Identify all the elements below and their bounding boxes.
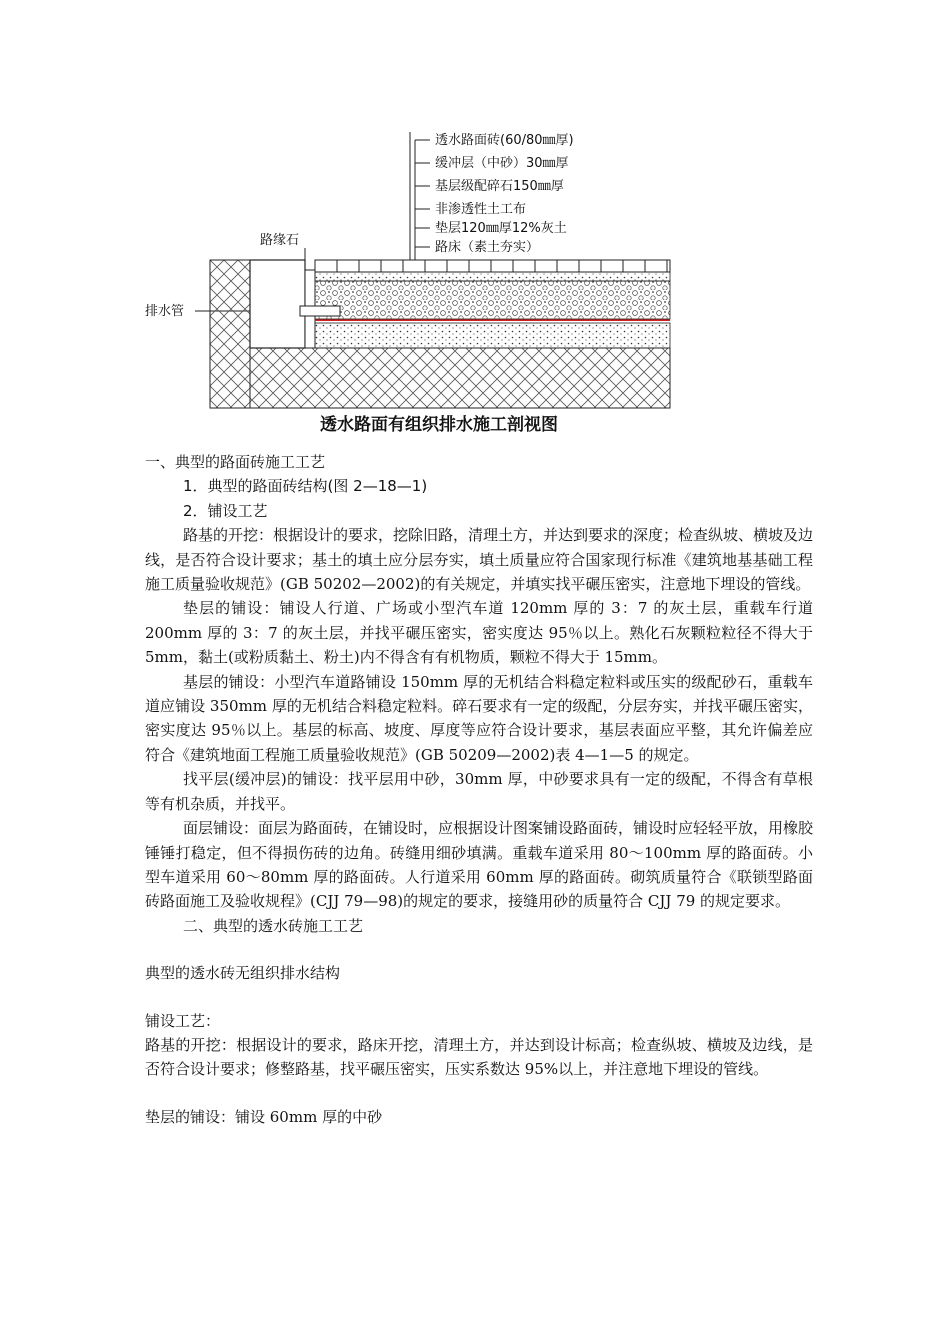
section1-paragraph-cushion: 垫层的铺设：铺设人行道、广场或小型汽车道 120mm 厚的 3：7 的灰土层，重载车行道 200mm 厚的 3：7 的灰土层，并找平碾压密实，密实度达 95％以上。熟化石灰颗粒粒径不得大于 5mm，黏土(或粉质黏土、粉土)内不得含有有机物质，颗粒不得大于 15mm。 <box>145 599 813 667</box>
section2-paragraph-cushion: 垫层的铺设：铺设 60mm 厚的中砂 <box>145 1107 383 1126</box>
paver-brick <box>315 260 337 272</box>
section2-label: 铺设工艺： <box>145 1011 221 1030</box>
curb-label: 路缘石 <box>260 233 300 248</box>
paver-brick <box>645 260 667 272</box>
drain-pipe <box>300 306 340 316</box>
section1-paragraph-subgrade: 路基的开挖：根据设计的要求，挖除旧路，清理土方，并达到要求的深度；检查纵坡、横坡及边线，是否符合设计要求；基土的填土应分层夯实，填土质量应符合国家现行标准《建筑地基基础工程施工质量验收规范》(GB 50202—2002)的有关规定，并填实找平碾压密实，注意地下埋设的管线。 <box>145 526 814 594</box>
lime-soil-layer <box>315 323 670 348</box>
paver-brick <box>359 260 381 272</box>
paver-brick <box>601 260 623 272</box>
section1-item2: 2．铺设工艺 <box>183 501 268 520</box>
paver-brick <box>579 260 601 272</box>
section2-paragraph-subgrade: 路基的开挖：根据设计的要求，路床开挖，清理土方，并达到设计标高；检查纵坡、横坡及边线，是否符合设计要求；修整路基，找平碾压密实，压实系数达 95%以上，并注意地下埋设的管线。 <box>145 1035 813 1079</box>
paver-brick <box>469 260 491 272</box>
section1-paragraph-base: 基层的铺设：小型汽车道路铺设 150mm 厚的无机结合料稳定粒料或压实的级配砂石，重载车道应铺设 350mm 厚的无机结合料稳定粒料。碎石要求有一定的级配，分层夯实，并找平碾压密实，密实度达 95％以上。基层的标高、坡度、厚度等应符合设计要求，基层表面应平整，其允许偏差应符合《建筑地面工程施工质量验收规范》(GB 50209—2002)表 4—1—5 的规定。 <box>145 672 813 764</box>
paver-layer <box>315 260 670 272</box>
pipe-label: 排水管 <box>145 304 185 319</box>
sand-layer <box>315 272 670 281</box>
layer-label-gravel: 基层级配碎石150㎜厚 <box>435 179 564 194</box>
paver-brick <box>337 260 359 272</box>
left-soil <box>210 260 250 408</box>
gravel-layer <box>315 281 670 319</box>
paver-brick <box>535 260 557 272</box>
cross-section-diagram <box>140 120 700 438</box>
paver-brick <box>381 260 403 272</box>
layer-label-sand: 缓冲层（中砂）30㎜厚 <box>435 156 569 171</box>
paver-brick <box>425 260 447 272</box>
layer-label-subgrade: 路床（素土夯实） <box>435 240 540 255</box>
cross-section-figure <box>140 120 700 438</box>
paver-brick <box>623 260 645 272</box>
paver-brick <box>403 260 425 272</box>
section1-paragraph-leveling: 找平层(缓冲层)的铺设：找平层用中砂，30mm 厚，中砂要求具有一定的级配，不得含有草根等有机杂质，并找平。 <box>145 770 813 813</box>
paver-brick <box>491 260 513 272</box>
drainage-ditch <box>250 260 305 348</box>
subgrade-soil <box>250 348 670 408</box>
paver-brick <box>447 260 469 272</box>
section1-item1: 1．典型的路面砖结构(图 2—18—1) <box>183 477 428 496</box>
section2-subtitle: 典型的透水砖无组织排水结构 <box>145 964 341 983</box>
document-body <box>145 450 813 1129</box>
figure-caption: 透水路面有组织排水施工剖视图 <box>320 415 558 435</box>
paver-brick <box>557 260 579 272</box>
section2-heading: 二、典型的透水砖施工工艺 <box>183 916 364 935</box>
section1-heading: 一、典型的路面砖施工工艺 <box>145 453 326 471</box>
paver-brick <box>513 260 535 272</box>
label-leaders <box>410 132 430 260</box>
section1-paragraph-surface: 面层铺设：面层为路面砖，在铺设时，应根据设计图案铺设路面砖，铺设时应轻轻平放，用橡胶锤锤打稳定，但不得损伤砖的边角。砖缝用细砂填满。重载车道采用 80～100mm 厚的路面砖。小型车道采用 60～80mm 厚的路面砖。人行道采用 60mm 厚的路面砖。砌筑质量符合《联锁型路面砖路面施工及验收规程》(CJJ 79—98)的规定的要求，接缝用砂的质量符合 CJJ 79 的规定要求。 <box>145 819 814 911</box>
paver-brick <box>667 260 670 272</box>
layer-label-lime-soil: 垫层120㎜厚12%灰土 <box>435 221 567 236</box>
layer-label-paver: 透水路面砖(60/80㎜厚) <box>435 133 574 148</box>
layer-label-geotextile: 非渗透性土工布 <box>435 202 527 217</box>
